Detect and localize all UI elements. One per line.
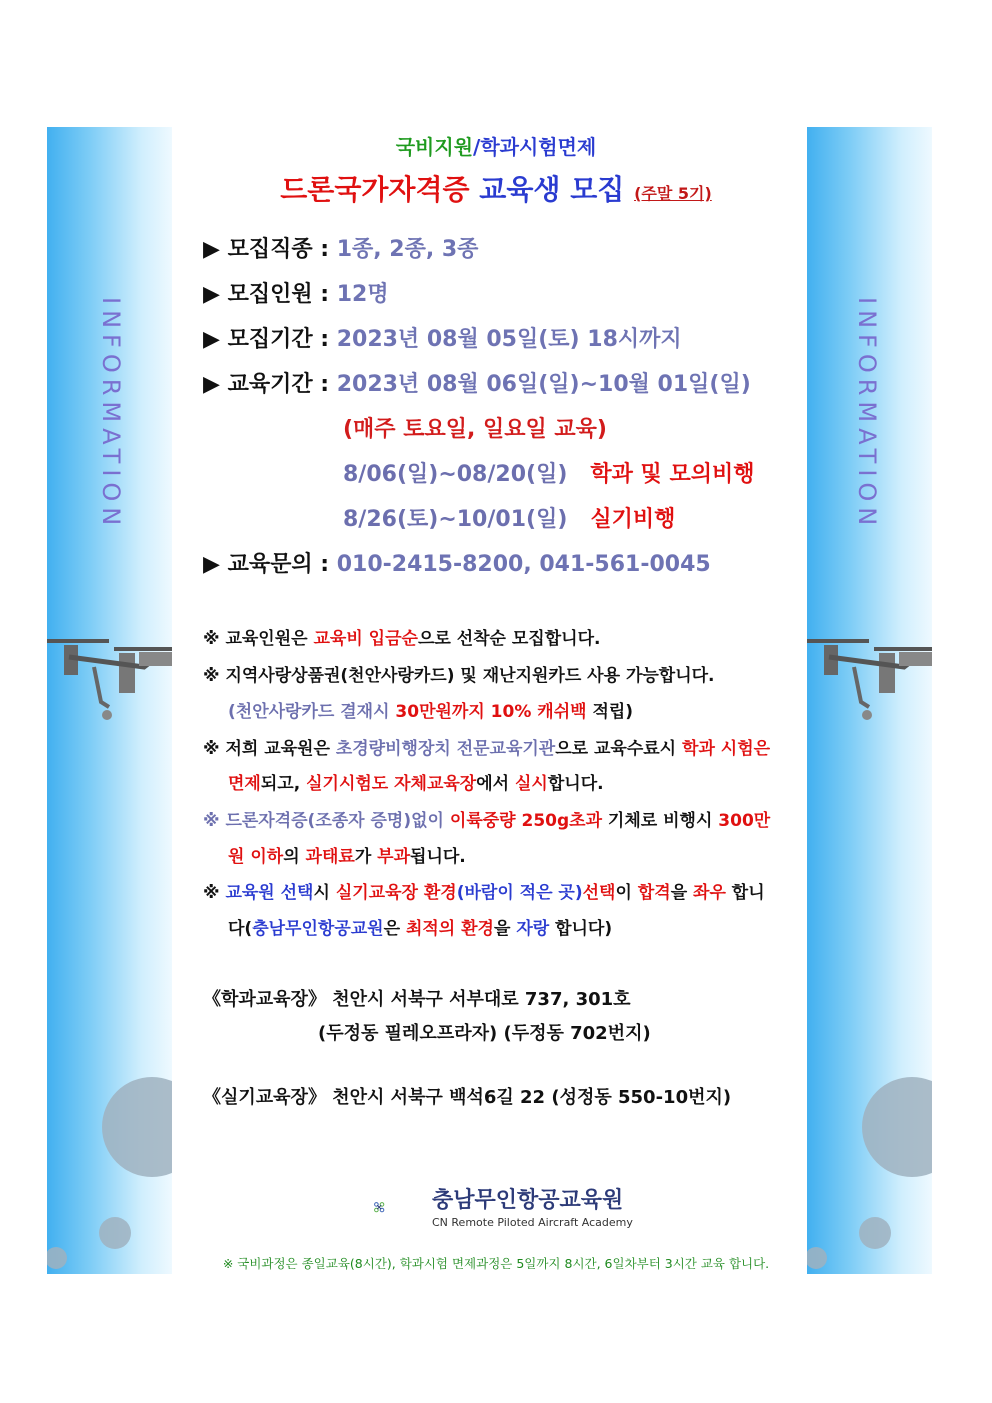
logo-name: 충남무인항공교육원 [432, 1188, 624, 1213]
note-5b: 다(충남무인항공교원은 최적의 환경을 자랑 합니다) [228, 919, 613, 939]
logo-subtitle: CN Remote Piloted Aircraft Academy [432, 1216, 633, 1229]
drone-icon [47, 627, 172, 722]
note-2b: (천안사랑카드 결재시 30만원까지 10% 캐쉬백 적립) [228, 702, 634, 722]
decor-circle [859, 1217, 891, 1249]
schedule-range-2: 8/26(토)~10/01(일) 실기비행 [343, 507, 676, 532]
decor-circle [102, 1077, 172, 1177]
decor-circle [862, 1077, 932, 1177]
theory-address-2: (두정동 필레오프라자) (두정동 702번지) [318, 1023, 651, 1044]
practice-address: 《실기교육장》 천안시 서북구 백석6길 22 (성정동 550-10번지) [203, 1087, 732, 1108]
detail-row: ▶ 모집직종 : 1종, 2종, 3종 [203, 237, 479, 262]
note-2: ※ 지역사랑상품권(천안사랑카드) 및 재난지원카드 사용 가능합니다. [203, 666, 715, 686]
detail-row: ▶ 교육기간 : 2023년 08월 06일(일)~10월 01일(일) [203, 372, 751, 397]
schedule-weekly: (매주 토요일, 일요일 교육) [343, 417, 607, 442]
theory-address: 《학과교육장》 천안시 서북구 서부대로 737, 301호 [203, 989, 631, 1010]
page-title: 드론국가자격증 교육생 모집 (주말 5기) [280, 173, 712, 206]
side-label: INFORMATION [853, 297, 881, 532]
note-1: ※ 교육인원은 교육비 입금순으로 선착순 모집합니다. [203, 629, 601, 649]
subtitle: 국비지원/학과시험면제 [395, 135, 597, 159]
note-4b: 원 이하의 과태료가 부과됩니다. [228, 847, 466, 867]
note-4: ※ 드론자격증(조종자 증명)없이 이륙중량 250g초과 기체로 비행시 300만 [203, 811, 771, 831]
drone-icon [807, 627, 932, 722]
detail-row: ▶ 모집기간 : 2023년 08월 05일(토) 18시까지 [203, 327, 682, 352]
note-3: ※ 저희 교육원은 초경량비행장치 전문교육기관으로 교육수료시 학과 시험은 [203, 739, 771, 759]
right-decor-panel [807, 127, 932, 1274]
note-3b: 면제되고, 실기시험도 자체교육장에서 실시합니다. [228, 774, 604, 794]
note-5: ※ 교육원 선택시 실기교육장 환경(바람이 적은 곳)선택이 합격을 좌우 합니 [203, 883, 765, 903]
side-label: INFORMATION [97, 297, 125, 532]
footer-note: ※ 국비과정은 종일교육(8시간), 학과시험 면제과정은 5일까지 8시간, 6일차부터 3시간 교육 합니다. [222, 1256, 770, 1271]
detail-row: ▶ 모집인원 : 12명 [203, 282, 389, 307]
left-decor-panel [47, 127, 172, 1274]
decor-circle [99, 1217, 131, 1249]
propeller-logo-icon [374, 1182, 426, 1232]
contact-row: ▶ 교육문의 : 010-2415-8200, 041-561-0045 [203, 552, 711, 577]
schedule-range-1: 8/06(일)~08/20(일) 학과 및 모의비행 [343, 462, 755, 487]
